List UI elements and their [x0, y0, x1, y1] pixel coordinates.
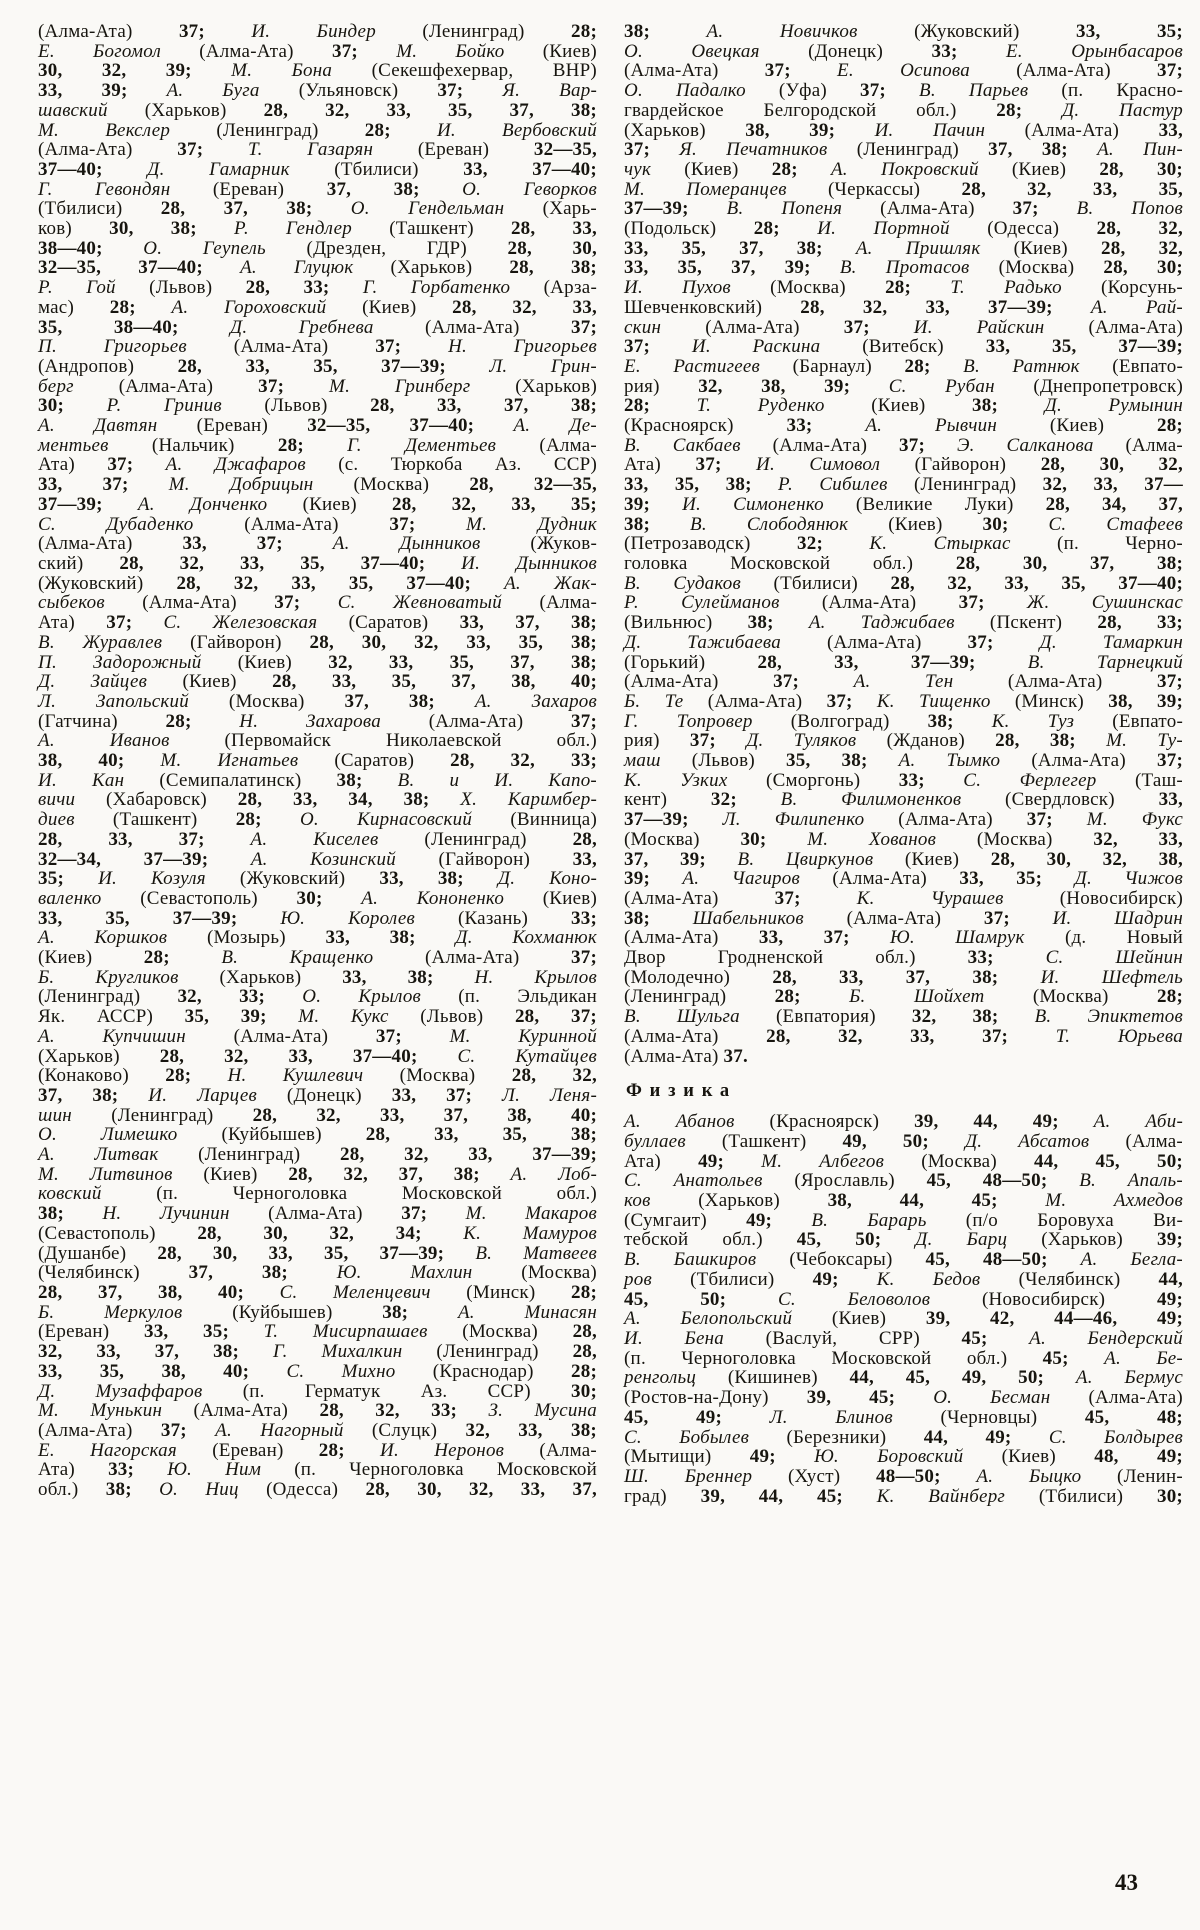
index-line: А. Абанов (Красноярск) 39, 44, 49; А. Аби-	[624, 1111, 1183, 1133]
index-line: маш (Львов) 35, 38; А. Тымко (Алма-Ата) 37;	[624, 750, 1183, 772]
index-line: А. Давтян (Ереван) 32—35, 37—40; А. Де-	[38, 415, 597, 437]
index-line: 33, 37; М. Добрицын (Москва) 28, 32—35,	[38, 474, 598, 496]
index-line: гвардейское Белгородской обл.) 28; Д. Пастур	[624, 99, 1184, 121]
index-line: (Алма-Ата) 37; Е. Осипова (Алма-Ата) 37;	[624, 60, 1184, 82]
index-line: (Андропов) 28, 33, 35, 37—39; Л. Грин-	[38, 355, 597, 377]
index-line: Р. Сулейманов (Алма-Ата) 37; Ж. Сушинскас	[624, 592, 1184, 614]
index-line: 37; И. Раскина (Витебск) 33, 35, 37—39;	[624, 336, 1184, 358]
index-line: (Вильнюс) 38; А. Таджибаев (Пскент) 28, 33;	[624, 612, 1183, 634]
index-line: (Горький) 28, 33, 37—39; В. Тарнецкий	[624, 651, 1184, 673]
index-line: (Сумгаит) 49; В. Барарь (п/о Боровуха Ви-	[624, 1209, 1183, 1231]
index-line: (Жуковский) 28, 32, 33, 35, 37—40; А. Жак-	[38, 572, 597, 594]
index-line: 28; Т. Руденко (Киев) 38; Д. Румынин	[624, 395, 1183, 417]
index-line: ренгольц (Кишинев) 44, 45, 49, 50; А. Бермус	[624, 1367, 1183, 1389]
index-line: Як. АССР) 35, 39; М. Кукс (Львов) 28, 37;	[38, 1006, 597, 1028]
index-line: Шевченковский) 28, 32, 33, 37—39; А. Рай-	[624, 296, 1183, 318]
index-line: 45, 49; Л. Блинов (Черновцы) 45, 48;	[624, 1406, 1183, 1428]
index-line: М. Померанцев (Черкассы) 28, 32, 33, 35,	[624, 178, 1184, 200]
index-line: (Конаково) 28; Н. Кушлевич (Москва) 28, 32,	[38, 1065, 597, 1087]
index-line: 39; И. Симоненко (Великие Луки) 28, 34, 37,	[624, 493, 1183, 515]
index-line: М. Литвинов (Киев) 28, 32, 37, 38; А. Лоб-	[38, 1163, 597, 1185]
index-line: 37—39; Л. Филипенко (Алма-Ата) 37; М. Фукс	[624, 809, 1183, 831]
index-line: Ш. Бреннер (Хуст) 48—50; А. Быцко (Ленин-	[624, 1465, 1183, 1487]
index-line: Д. Тажибаева (Алма-Ата) 37; Д. Тамаркин	[624, 631, 1183, 653]
index-line: 33, 39; А. Буга (Ульяновск) 37; Я. Вар-	[38, 80, 597, 102]
index-line: 33, 35, 38, 40; С. Михно (Краснодар) 28;	[38, 1360, 597, 1382]
index-line: (Подольск) 28; И. Портной (Одесса) 28, 32,	[624, 218, 1183, 240]
index-line: ков) 30, 38; Р. Гендлер (Ташкент) 28, 33,	[38, 218, 597, 240]
index-line: Р. Гой (Львов) 28, 33; Г. Горбатенко (Арза-	[38, 277, 598, 299]
index-line: 28, 37, 38, 40; С. Меленцевич (Минск) 28;	[38, 1282, 597, 1303]
index-line: (Красноярск) 33; А. Рывчин (Киев) 28;	[624, 415, 1183, 437]
index-line: валенко (Севастополь) 30; А. Кононенко (Киев)	[38, 887, 598, 909]
index-line: сыбеков (Алма-Ата) 37; С. Жевноватый (Алма-	[38, 592, 598, 614]
index-line: О. Падалко (Уфа) 37; В. Парьев (п. Красно-	[624, 80, 1184, 102]
index-line: 33, 35, 37, 38; А. Пришляк (Киев) 28, 32,	[624, 237, 1183, 259]
index-line: (Ленинград) 28; Б. Шойхет (Москва) 28;	[624, 986, 1183, 1008]
index-line: ров (Тбилиси) 49; К. Бедов (Челябинск) 44,	[624, 1268, 1183, 1290]
index-line: кент) 32; В. Филимоненков (Свердловск) 33,	[624, 789, 1183, 811]
index-line: В. Башкиров (Чебоксары) 45, 48—50; А. Бегла-	[624, 1249, 1183, 1271]
index-line: (Челябинск) 37, 38; Ю. Махлин (Москва)	[38, 1262, 597, 1284]
index-line: 38; А. Новичков (Жуковский) 33, 35;	[624, 21, 1183, 42]
index-line: рия) 37; Д. Туляков (Жданов) 28, 38; М. Ту-	[624, 730, 1183, 752]
index-line: (Алма-Ата) 37; А. Нагорный (Слуцк) 32, 33, 38;	[38, 1419, 597, 1441]
index-line: град) 39, 44, 45; К. Вайнберг (Тбилиси) 30;	[624, 1485, 1183, 1507]
index-line: 37—40; Д. Гамарник (Тбилиси) 33, 37—40;	[38, 158, 597, 180]
index-line: В. Сакбаев (Алма-Ата) 37; Э. Салканова (Алма-	[624, 434, 1183, 456]
index-line: (Алма-Ата) 37; И. Биндер (Ленинград) 28;	[38, 21, 597, 42]
index-line: Л. Запольский (Москва) 37, 38; А. Захаров	[38, 690, 598, 712]
index-line: Ата) 37; С. Железовская (Саратов) 33, 37, 38;	[38, 612, 597, 634]
index-line: Б. Те (Алма-Ата) 37; К. Тищенко (Минск) 38, 39;	[624, 690, 1184, 712]
index-line: Ата) 49; М. Албегов (Москва) 44, 45, 50;	[624, 1150, 1183, 1172]
index-line: (Ереван) 33, 35; Т. Мисирпашаев (Москва) 28,	[38, 1321, 598, 1343]
index-line: тебской обл.) 45, 50; Д. Барц (Харьков) 39;	[624, 1229, 1183, 1251]
index-line: А. Литвак (Ленинград) 28, 32, 33, 37—39;	[38, 1144, 598, 1166]
index-line: 37, 39; В. Цвиркунов (Киев) 28, 30, 32, 38,	[624, 848, 1183, 870]
index-line: 30; Р. Гринив (Львов) 28, 33, 37, 38;	[38, 395, 598, 417]
index-line: 37, 38; И. Ларцев (Донецк) 33, 37; Л. Леня-	[38, 1084, 598, 1106]
index-line: 32—34, 37—39; А. Козинский (Гайворон) 33,	[38, 848, 597, 870]
index-line: (Алма-Ата) 33, 37; Ю. Шамрук (д. Новый	[624, 927, 1183, 949]
index-line: А. Купчишин (Алма-Ата) 37; М. Куринной	[38, 1025, 597, 1047]
index-line: О. Лимешко (Куйбышев) 28, 33, 35, 38;	[38, 1124, 597, 1146]
right-column	[624, 22, 1183, 1506]
index-line: 45, 50; С. Беловолов (Новосибирск) 49;	[624, 1288, 1183, 1310]
index-line: Е. Растигеев (Барнаул) 28; В. Ратнюк (Евпато-	[624, 355, 1183, 377]
index-line: (Харьков) 28, 32, 33, 37—40; С. Кутайцев	[38, 1045, 597, 1067]
index-line: И. Пухов (Москва) 28; Т. Радько (Корсунь-	[624, 277, 1183, 299]
index-line: С. Бобылев (Березники) 44, 49; С. Болдырев	[624, 1426, 1184, 1448]
index-line: 33, 35, 37—39; Ю. Королев (Казань) 33;	[38, 907, 597, 929]
index-line: чук (Киев) 28; А. Покровский (Киев) 28, 30;	[624, 158, 1183, 180]
index-line: (Алма-Ата) 37.	[624, 1045, 748, 1067]
index-line: обл.) 38; О. Ниц (Одесса) 28, 30, 32, 33, 37,	[38, 1479, 597, 1501]
index-line: 30, 32, 39; М. Бона (Секешфехервар, ВНР)	[38, 60, 597, 82]
index-line: М. Векслер (Ленинград) 28; И. Вербовский	[38, 119, 597, 141]
index-line: Е. Нагорская (Ереван) 28; И. Неронов (Алма-	[38, 1439, 597, 1461]
index-line: П. Григорьев (Алма-Ата) 37; Н. Григорьев	[38, 336, 597, 358]
index-line: (Ростов-на-Дону) 39, 45; О. Бесман (Алма-Ата)	[624, 1387, 1183, 1409]
index-line: 33, 35, 38; Р. Сибилев (Ленинград) 32, 33, 37—	[624, 474, 1183, 496]
index-line: ментьев (Нальчик) 28; Г. Дементьев (Алма-	[38, 434, 597, 456]
index-line: 37—39; В. Попеня (Алма-Ата) 37; В. Попов	[624, 198, 1183, 220]
index-line: ковский (п. Черноголовка Московской обл.)	[38, 1183, 597, 1205]
index-line: 38; Шабельников (Алма-Ата) 37; И. Шадрин	[624, 907, 1183, 929]
index-line: И. Бена (Васлуй, СРР) 45; А. Бендерский	[624, 1328, 1183, 1349]
section-heading-physics: Физика	[626, 1081, 737, 1102]
index-line: В. Журавлев (Гайворон) 28, 30, 32, 33, 35, 38;	[38, 631, 597, 653]
index-line: (Харьков) 38, 39; И. Пачин (Алма-Ата) 33,	[624, 119, 1183, 141]
index-line: головка Московской обл.) 28, 30, 37, 38;	[624, 552, 1184, 574]
index-line: Б. Меркулов (Куйбышев) 38; А. Минасян	[38, 1301, 597, 1323]
index-line: О. Овецкая (Донецк) 33; Е. Орынбасаров	[624, 40, 1183, 62]
index-line: берг (Алма-Ата) 37; М. Гринберг (Харьков)	[38, 375, 598, 397]
index-line: (Алма-Ата) 37; А. Тен (Алма-Ата) 37;	[624, 671, 1183, 693]
index-line: И. Кан (Семипалатинск) 38; В. и И. Капо-	[38, 769, 597, 791]
index-line: (Молодечно) 28, 33, 37, 38; И. Шефтель	[624, 966, 1183, 988]
index-line: мас) 28; А. Гороховский (Киев) 28, 32, 33,	[38, 296, 597, 318]
index-line: (п. Черноголовка Московской обл.) 45; А. Бе-	[624, 1347, 1183, 1369]
index-line: Д. Музаффаров (п. Герматук Аз. ССР) 30;	[38, 1380, 597, 1402]
index-line: Ата) 37; И. Симовол (Гайворон) 28, 30, 32,	[624, 454, 1183, 476]
index-line: Ата) 37; А. Джафаров (с. Тюркоба Аз. ССР)	[38, 454, 597, 476]
index-line: (Гатчина) 28; Н. Захарова (Алма-Ата) 37;	[38, 710, 598, 732]
index-line: (Севастополь) 28, 30, 32, 34; К. Мамуров	[38, 1222, 597, 1244]
page-number: 43	[1115, 1870, 1138, 1895]
index-line: 35, 38—40; Д. Гребнева (Алма-Ата) 37;	[38, 316, 598, 338]
index-line: ков (Харьков) 38, 44, 45; М. Ахмедов	[624, 1190, 1183, 1212]
index-line: 38; В. Слободянюк (Киев) 30; С. Стафеев	[624, 513, 1183, 535]
physics-index	[624, 1112, 1183, 1506]
index-line: (Москва) 30; М. Хованов (Москва) 32, 33,	[624, 828, 1183, 850]
index-line: Ата) 33; Ю. Ним (п. Черноголовка Московской	[38, 1459, 598, 1481]
index-line: М. Мунькин (Алма-Ата) 28, 32, 33; З. Мусина	[38, 1400, 597, 1422]
index-line: (Киев) 28; В. Кращенко (Алма-Ата) 37;	[38, 947, 597, 969]
index-line: (Алма-Ата) 37; Т. Газарян (Ереван) 32—35,	[38, 139, 597, 161]
index-line: (Алма-Ата) 28, 32, 33, 37; Т. Юрьева	[624, 1025, 1184, 1047]
index-line: Д. Зайцев (Киев) 28, 33, 35, 37, 38, 40;	[38, 671, 597, 693]
index-line: (Петрозаводск) 32; К. Стыркас (п. Черно-	[624, 533, 1183, 555]
index-line: (Мытищи) 49; Ю. Боровский (Киев) 48, 49;	[624, 1446, 1183, 1468]
index-line: А. Белопольский (Киев) 39, 42, 44—46, 49;	[624, 1308, 1184, 1330]
index-line: Е. Богомол (Алма-Ата) 37; М. Бойко (Киев)	[38, 40, 597, 62]
index-line: Б. Кругликов (Харьков) 33, 38; Н. Крылов	[38, 966, 597, 988]
index-line: буллаев (Ташкент) 49, 50; Д. Абсатов (Алма-	[624, 1130, 1183, 1152]
text-columns	[38, 22, 1183, 1506]
index-line: (Тбилиси) 28, 37, 38; О. Гендельман (Харь-	[38, 198, 597, 220]
index-line: В. Шульга (Евпатория) 32, 38; В. Эпиктетов	[624, 1006, 1183, 1028]
index-line: (Ленинград) 32, 33; О. Крылов (п. Эльдикан	[38, 986, 597, 1008]
index-line: 32, 33, 37, 38; Г. Михалкин (Ленинград) 28,	[38, 1341, 597, 1363]
index-line: В. Судаков (Тбилиси) 28, 32, 33, 35, 37—40;	[624, 572, 1183, 594]
index-line: 28, 33, 37; А. Киселев (Ленинград) 28,	[38, 828, 597, 850]
index-line: 37—39; А. Донченко (Киев) 28, 32, 33, 35;	[38, 493, 597, 515]
index-line: вичи (Хабаровск) 28, 33, 34, 38; Х. Каримбер-	[38, 789, 598, 811]
index-line: С. Дубаденко (Алма-Ата) 37; М. Дудник	[38, 513, 597, 535]
index-continuation	[624, 22, 1183, 1066]
index-line: 37; Я. Печатников (Ленинград) 37, 38; А. Пин-	[624, 139, 1183, 161]
index-line: 33, 35, 37, 39; В. Протасов (Москва) 28, 30;	[624, 257, 1183, 279]
index-line: (Алма-Ата) 33, 37; А. Дынников (Жуков-	[38, 533, 598, 555]
index-line: шавский (Харьков) 28, 32, 33, 35, 37, 38;	[38, 99, 597, 121]
index-line: 39; А. Чагиров (Алма-Ата) 33, 35; Д. Чижов	[624, 868, 1184, 890]
index-line: скин (Алма-Ата) 37; И. Райскин (Алма-Ата)	[624, 316, 1184, 338]
index-line: С. Анатольев (Ярославль) 45, 48—50; В. Апаль-	[624, 1170, 1183, 1192]
index-line: (Алма-Ата) 37; К. Чурашев (Новосибирск)	[624, 887, 1184, 909]
index-line: К. Узких (Сморгонь) 33; С. Ферлегер (Таш-	[624, 769, 1183, 791]
index-line: шин (Ленинград) 28, 32, 33, 37, 38, 40;	[38, 1104, 597, 1126]
index-line: ский) 28, 32, 33, 35, 37—40; И. Дынников	[38, 552, 597, 574]
index-line: 35; И. Козуля (Жуковский) 33, 38; Д. Коно-	[38, 868, 597, 890]
index-line: Г. Гевондян (Ереван) 37, 38; О. Геворков	[38, 178, 597, 200]
index-line: (Душанбе) 28, 30, 33, 35, 37—39; В. Матвеев	[38, 1242, 597, 1264]
index-line: Двор Гродненской обл.) 33; С. Шейнин	[624, 947, 1183, 969]
index-line: П. Задорожный (Киев) 32, 33, 35, 37, 38;	[38, 651, 597, 673]
index-line: 32—35, 37—40; А. Глуцюк (Харьков) 28, 38;	[38, 257, 597, 279]
left-column	[38, 22, 597, 1506]
index-line: 38; Н. Лучинин (Алма-Ата) 37; М. Макаров	[38, 1203, 597, 1225]
index-line: 38, 40; М. Игнатьев (Саратов) 28, 32, 33;	[38, 750, 597, 772]
index-line: Г. Топровер (Волгоград) 38; К. Туз (Евпато-	[624, 710, 1183, 732]
index-line: диев (Ташкент) 28; О. Кирнасовский (Винница)	[38, 809, 597, 831]
index-line: А. Иванов (Первомайск Николаевской обл.)	[38, 730, 597, 752]
index-line: рия) 32, 38, 39; С. Рубан (Днепропетровск)	[624, 375, 1184, 397]
index-line: А. Коршков (Мозырь) 33, 38; Д. Кохманюк	[38, 927, 597, 949]
index-line: 38—40; О. Геупель (Дрезден, ГДР) 28, 30,	[38, 237, 597, 259]
